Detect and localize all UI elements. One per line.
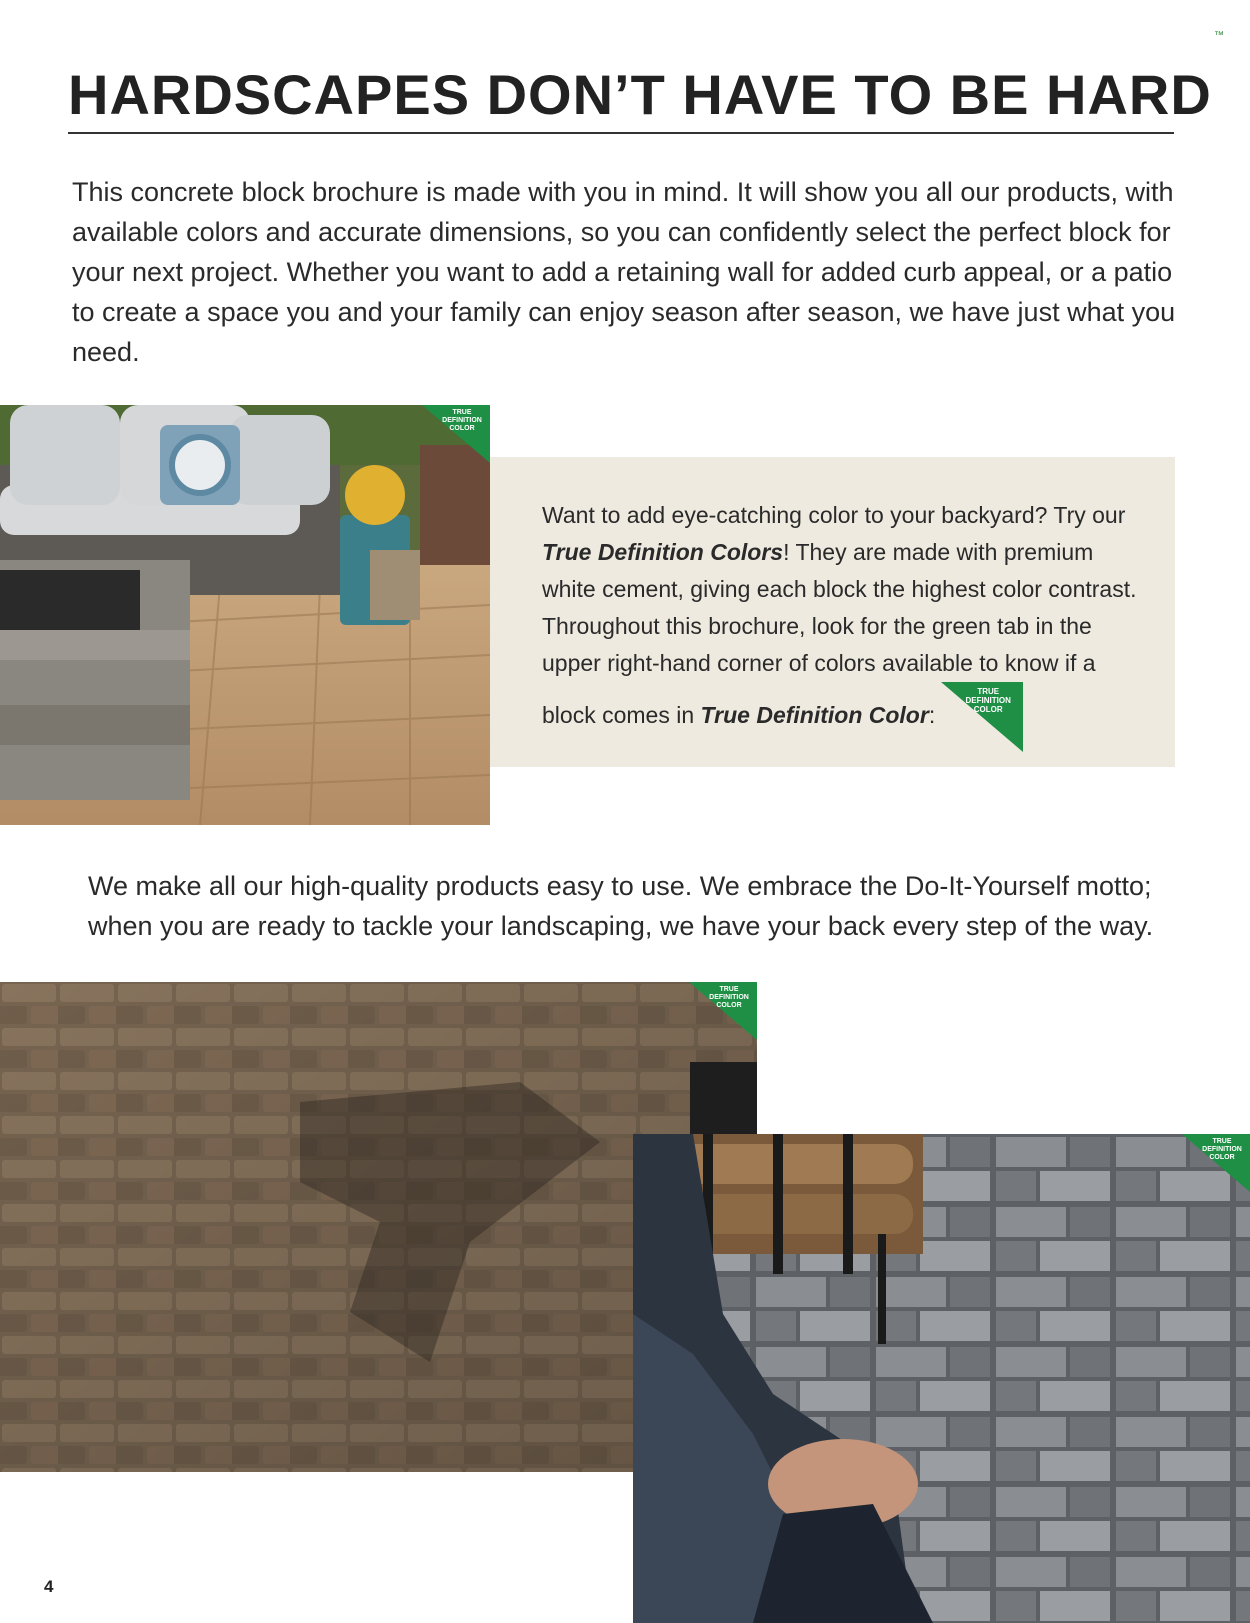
true-definition-color-tab: TRUE DEFINITION COLOR (689, 982, 757, 1040)
info-text-after: : (928, 702, 936, 729)
info-text-middle: ! They are made with premium white cement, giving each block the highest color contrast. Throughout this brochure, look for the green tab in the upper right-hand corner of colors available to know if a block comes in (542, 539, 1137, 729)
info-paragraph (542, 497, 1142, 752)
true-definition-color-tab: TRUE DEFINITION COLOR (422, 405, 490, 463)
true-definition-color-tab-sample: TRUE DEFINITION COLOR (941, 682, 1023, 752)
patio-photo (0, 405, 490, 825)
diy-paragraph: We make all our high-quality products easy to use. We embrace the Do-It-Yourself motto; when you are ready to tackle your landscaping, we have your back every step of the way. (88, 871, 1154, 941)
trademark-mark: ™ (1214, 30, 1224, 41)
info-emphasis-colors: True Definition Colors (542, 539, 784, 565)
gray-pavers-photo (633, 1134, 1250, 1623)
info-emphasis-color: True Definition Color (700, 702, 929, 729)
true-definition-info-box (490, 457, 1175, 767)
title-divider (68, 132, 1174, 134)
patio-illustration (0, 405, 490, 825)
intro-paragraph: This concrete block brochure is made with you in mind. It will show you all our products, with available colors and accurate dimensions, so you can confidently select the perfect block for your next project. Whether you want to add a retaining wall for added curb appeal, or a patio to create a space you and your family can enjoy season after season, we have just what you need. (72, 177, 1176, 367)
gray-pavers-illustration (633, 1134, 1250, 1623)
info-text-before: Want to add eye-catching color to your backyard? Try our (542, 502, 1126, 528)
true-definition-color-tab: TRUE DEFINITION COLOR (1182, 1134, 1250, 1192)
page-number: 4 (44, 1577, 54, 1596)
page-title: HARDSCAPES DON’T HAVE TO BE HARD (68, 63, 1212, 126)
